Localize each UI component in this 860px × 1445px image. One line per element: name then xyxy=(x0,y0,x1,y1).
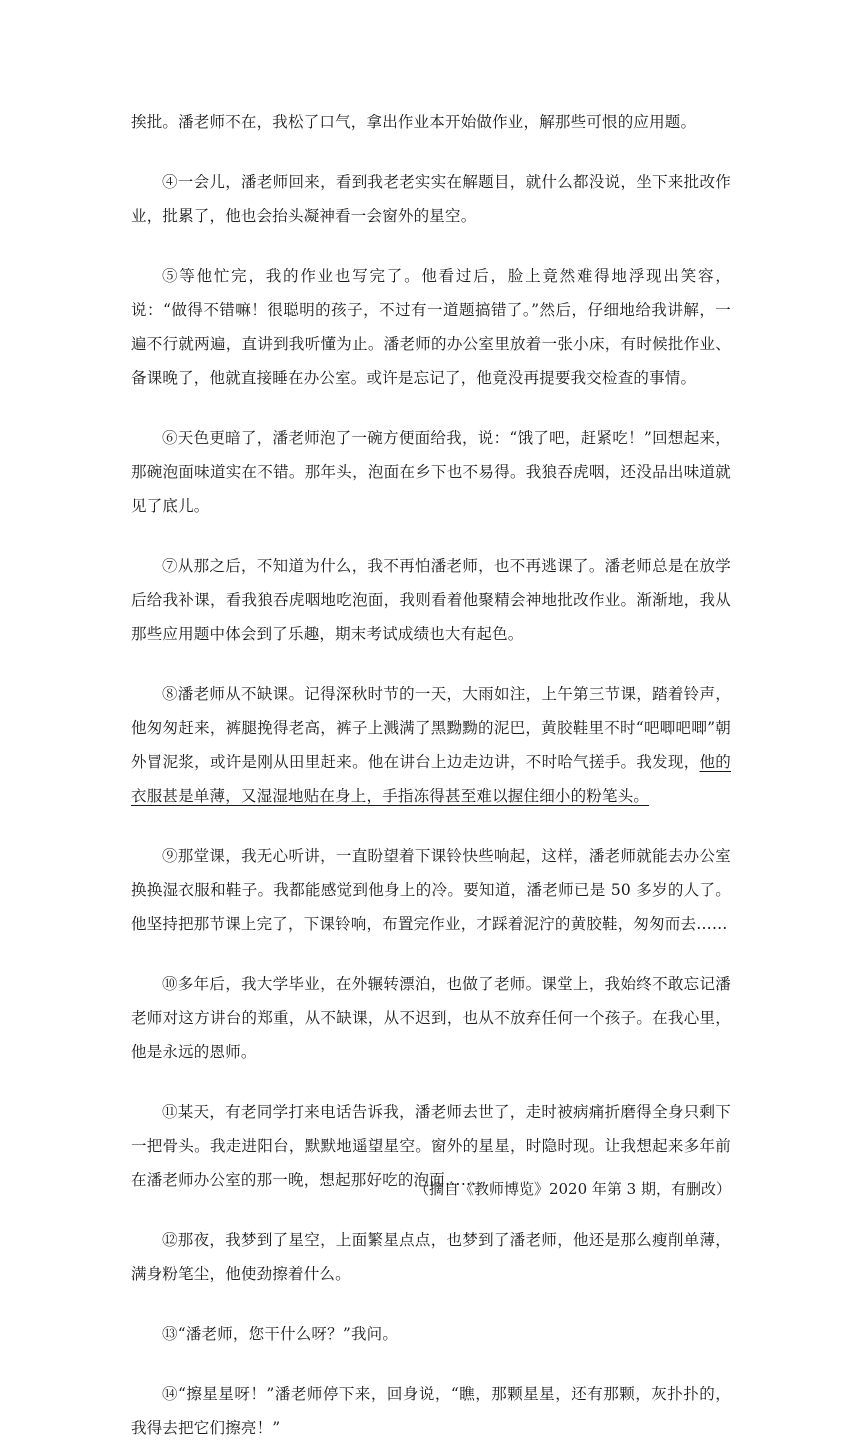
paragraph-5: ⑤等他忙完，我的作业也写完了。他看过后，脸上竟然难得地浮现出笑容，说：“做得不错嘛！很聪明的孩子，不过有一道题搞错了。”然后，仔细地给我讲解，一遍不行就两遍，直讲到我听懂为止。潘老师的办公室里放着一张小床，有时候批作业、备课晚了，他就直接睡在办公室。或许是忘记了，他竟没再提要我交检查的事情。 xyxy=(131,267,731,387)
paragraph-11: ⑪某天，有老同学打来电话告诉我，潘老师去世了，走时被病痛折磨得全身只剩下一把骨头。我走进阳台，默默地遥望星空。窗外的星星，时隐时现。让我想起来多年前在潘老师办公室的那一晚，想起那好吃的泡面…… xyxy=(131,1103,731,1189)
paragraph-8-text: ⑧潘老师从不缺课。记得深秋时节的一天，大雨如注，上午第三节课，踏着铃声，他匆匆赶来，裤腿挽得老高，裤子上溅满了黑黝黝的泥巴，黄胶鞋里不时“吧唧吧唧”朝外冒泥浆，或许是刚从田里赶来。他在讲台上边走边讲，不时哈气搓手。我发现， xyxy=(131,685,731,771)
paragraph-7: ⑦从那之后，不知道为什么，我不再怕潘老师，也不再逃课了。潘老师总是在放学后给我补课，看我狼吞虎咽地吃泡面，我则看着他聚精会神地批改作业。渐渐地，我从那些应用题中体会到了乐趣，期末考试成绩也大有起色。 xyxy=(131,557,731,643)
paragraph-13: ⑬“潘老师，您干什么呀？”我问。 xyxy=(162,1325,399,1343)
source-citation: （摘自《教师博览》2020 年第 3 期，有删改） xyxy=(413,1180,731,1198)
paragraph-14: ⑭“擦星星呀！”潘老师停下来，回身说，“瞧，那颗星星，还有那颗，灰扑扑的，我得去把它们擦亮！” xyxy=(131,1385,731,1437)
paragraph-6: ⑥天色更暗了，潘老师泡了一碗方便面给我，说：“饿了吧，赶紧吃！”回想起来，那碗泡面味道实在不错。那年头，泡面在乡下也不易得。我狼吞虎咽，还没品出味道就见了底儿。 xyxy=(131,429,731,515)
paragraph-continued: 挨批。潘老师不在，我松了口气，拿出作业本开始做作业，解那些可恨的应用题。 xyxy=(131,113,697,131)
paragraph-4: ④一会儿，潘老师回来，看到我老老实实在解题目，就什么都没说，坐下来批改作业，批累了，他也会抬头凝神看一会窗外的星空。 xyxy=(131,173,731,225)
paragraph-8 xyxy=(131,677,731,813)
paragraph-10: ⑩多年后，我大学毕业，在外辗转漂泊，也做了老师。课堂上，我始终不敢忘记潘老师对这方讲台的郑重，从不缺课，从不迟到，也从不放弃任何一个孩子。在我心里，他是永远的恩师。 xyxy=(131,975,731,1061)
underlined-sentence: 他的衣服甚是单薄，又湿湿地贴在身上，手指冻得甚至难以握住细小的粉笔头。 xyxy=(131,753,732,805)
paragraph-9: ⑨那堂课，我无心听讲，一直盼望着下课铃快些响起，这样，潘老师就能去办公室换换湿衣服和鞋子。我都能感觉到他身上的冷。要知道，潘老师已是 50 多岁的人了。他坚持把那节课上完了，下课铃响，布置完作业，才踩着泥泞的黄胶鞋，匆匆而去…… xyxy=(131,847,731,933)
paragraph-12: ⑫那夜，我梦到了星空，上面繁星点点，也梦到了潘老师，他还是那么瘦削单薄，满身粉笔尘，他使劲擦着什么。 xyxy=(131,1231,731,1283)
